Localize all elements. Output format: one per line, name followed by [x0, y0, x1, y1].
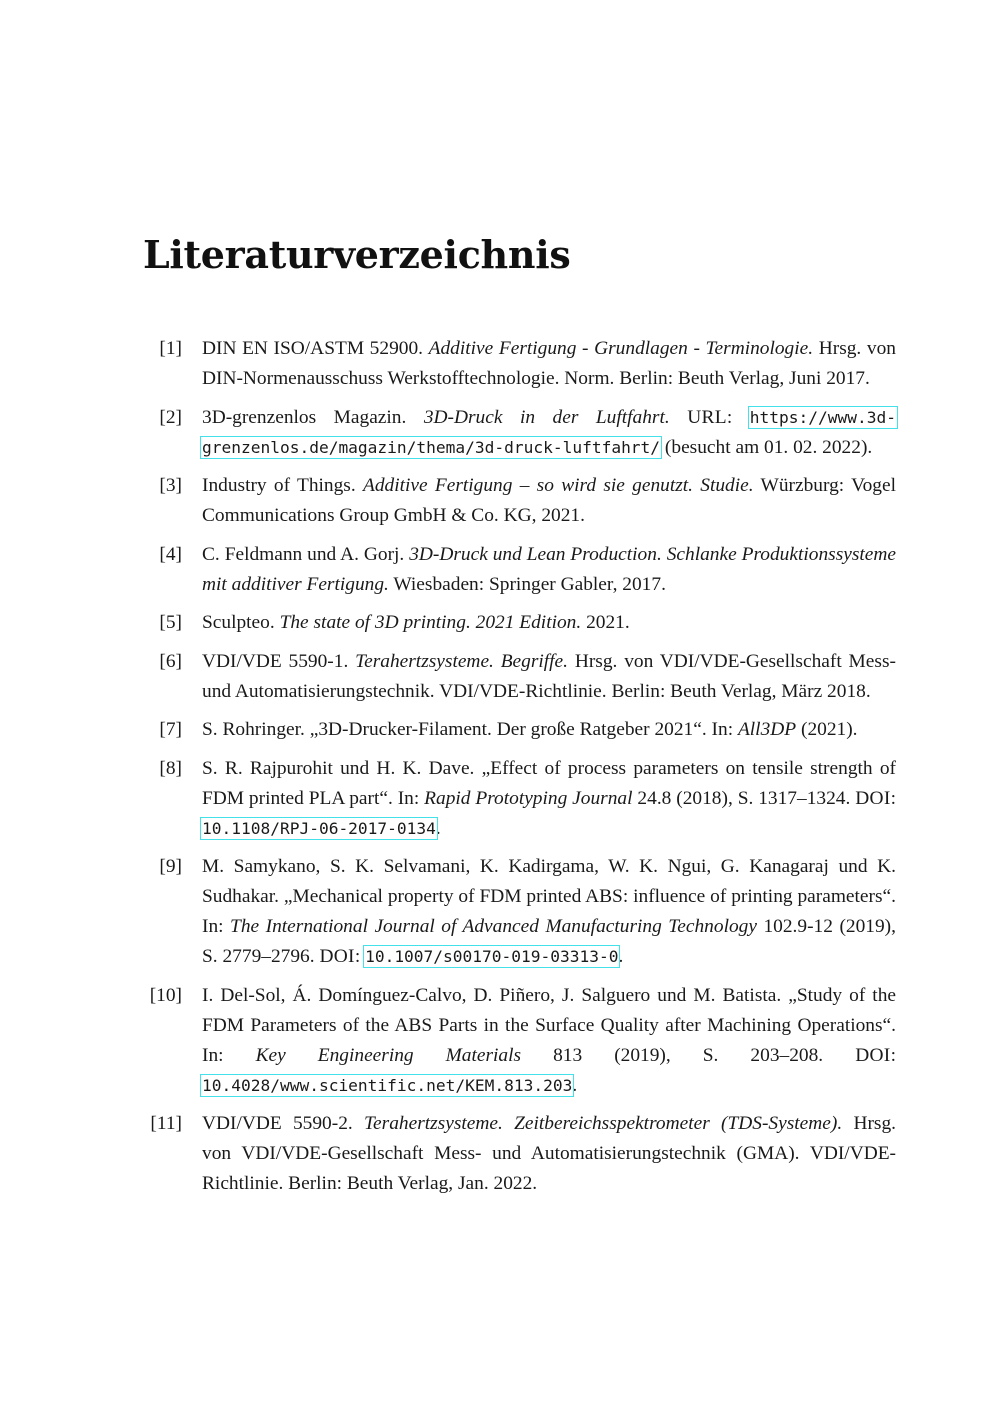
reference-title: 3D-Druck und Lean Production. Schlanke Produktionssysteme mit additiver Fertigung.	[202, 543, 896, 595]
reference-item: [2] 3D-grenzenlos Magazin. 3D-Druck in der Luftfahrt. URL: https://www.3d-grenzenlos.de/magazin/thema/3d-druck-luftfahrt/ (besucht am 01. 02. 2022).	[202, 403, 896, 463]
reference-doi-link[interactable]: 10.1007/s00170-019-03313-0	[365, 947, 619, 966]
reference-author: Industry of Things.	[202, 475, 356, 496]
reference-journal: All3DP	[737, 719, 797, 740]
reference-author: 3D-grenzenlos Magazin.	[202, 406, 407, 428]
reference-item: [9] M. Samykano, S. K. Selvamani, K. Kadirgama, W. K. Ngui, G. Kanagaraj und K. Sudhakar. „Mechanical property of FDM printed ABS: influence of printing parameters“. In: The International Journal of Advanced Manufacturing Technology 102.9-12 (2019), S. 2779–2796. DOI: 10.1007/s00170-019-03313-0.	[202, 852, 896, 972]
reference-item	[159, 540, 896, 600]
reference-author: S. Rohringer. „3D-Drucker-Filament. Der große Ratgeber 2021“. In:	[202, 719, 734, 740]
doi-label: DOI	[855, 787, 891, 809]
reference-journal: The International Journal of Advanced Manufacturing Technology	[230, 916, 757, 937]
page-title: Literaturverzeichnis	[143, 232, 571, 277]
reference-author: DIN EN ISO/ASTM 52900.	[202, 338, 424, 359]
reference-list	[0, 334, 1000, 1208]
reference-item: [10] I. Del-Sol, Á. Domínguez-Calvo, D. Piñero, J. Salguero und M. Batista. „Study of the FDM Parameters of the ABS Parts in the Surface Quality after Machining Operations“. In: Key Engineering Materials 813 (2019), S. 203–208. DOI: 10.4028/www.scientific.net/KEM.813.203.	[202, 981, 896, 1101]
reference-item	[159, 471, 896, 531]
reference-item	[159, 608, 896, 638]
reference-details: Würzburg: Vogel Communications Group GmbH & Co. KG, 2021.	[202, 475, 896, 526]
reference-details: Hrsg. von VDI/VDE-Gesellschaft Mess- und Automatisierungstechnik (GMA). VDI/VDE-Richtlinie. Berlin: Beuth Verlag, Jan. 2022.	[202, 1113, 897, 1194]
reference-item: [8] S. R. Rajpurohit und H. K. Dave. „Effect of process parameters on tensile strength of FDM printed PLA part“. In: Rapid Prototyping Journal 24.8 (2018), S. 1317–1324. DOI: 10.1108/RPJ-06-2017-0134.	[202, 754, 896, 844]
reference-author: I. Del-Sol, Á. Domínguez-Calvo, D. Piñero, J. Salguero und M. Batista. „Study of the FDM Parameters of the ABS Parts in the Surface Quality after Machining Operations“. In:	[202, 984, 896, 1066]
reference-details: 102.9-12 (2019), S. 2779–2796.	[202, 916, 896, 967]
doi-label: DOI	[319, 946, 355, 967]
reference-title: 3D-Druck in der Luftfahrt.	[423, 406, 670, 428]
reference-details: Hrsg. von VDI/VDE-Gesellschaft Mess- und Automatisierungstechnik. VDI/VDE-Richtlinie. Berlin: Beuth Verlag, März 2018.	[202, 650, 896, 702]
reference-number: [3]	[159, 475, 182, 496]
reference-title: Terahertzsysteme. Zeitbereichsspektrometer (TDS-Systeme).	[364, 1113, 843, 1134]
reference-details: 2021.	[586, 612, 630, 633]
reference-author: Sculpteo.	[202, 612, 275, 633]
reference-details: Hrsg. von DIN-Normenausschuss Werkstofftechnologie. Norm. Berlin: Beuth Verlag, Juni 2017.	[202, 338, 896, 389]
reference-author: VDI/VDE 5590-1.	[202, 650, 349, 672]
reference-item	[159, 715, 896, 745]
reference-number: [8]	[159, 757, 182, 779]
reference-number: [9]	[159, 856, 182, 877]
reference-journal: Key Engineering Materials	[255, 1044, 522, 1066]
reference-title: The state of 3D printing. 2021 Edition.	[279, 612, 582, 633]
reference-author: M. Samykano, S. K. Selvamani, K. Kadirgama, W. K. Ngui, G. Kanagaraj und K. Sudhakar. „Mechanical property of FDM printed ABS: influence of printing parameters“. In:	[202, 856, 896, 937]
reference-author: C. Feldmann und A. Gorj.	[202, 543, 405, 565]
reference-number: [7]	[159, 719, 182, 740]
reference-item	[150, 1109, 897, 1199]
reference-details: (2021).	[800, 719, 858, 740]
reference-number: [5]	[159, 612, 182, 633]
reference-number: [2]	[159, 406, 182, 428]
reference-number: [6]	[159, 650, 182, 672]
reference-number: [4]	[159, 543, 182, 565]
reference-doi-link[interactable]: 10.4028/www.scientific.net/KEM.813.203	[202, 1075, 573, 1095]
reference-number: [1]	[159, 338, 182, 359]
reference-url-link[interactable]: https://www.3d-grenzenlos.de/magazin/thema/3d-druck-luftfahrt/	[202, 407, 896, 457]
reference-visited-date: (besucht am 01. 02. 2022).	[664, 436, 873, 458]
reference-details: Wiesbaden: Springer Gabler, 2017.	[393, 573, 666, 595]
reference-number: [10]	[149, 984, 182, 1006]
reference-title: Additive Fertigung – so wird sie genutzt. Studie.	[362, 475, 754, 496]
reference-item	[159, 647, 896, 707]
reference-title: Terahertzsysteme. Begriffe.	[355, 650, 569, 672]
reference-details: 813 (2019), S. 203–208.	[553, 1044, 824, 1066]
url-label: URL	[687, 406, 727, 428]
reference-number: [11]	[150, 1113, 182, 1134]
reference-author: VDI/VDE 5590-2.	[202, 1113, 353, 1134]
doi-label: DOI	[855, 1044, 891, 1066]
reference-title: Additive Fertigung - Grundlagen - Terminologie.	[428, 338, 814, 359]
reference-author: S. R. Rajpurohit und H. K. Dave. „Effect of process parameters on tensile strength of FDM printed PLA part“. In:	[202, 757, 896, 809]
reference-journal: Rapid Prototyping Journal	[424, 787, 633, 809]
reference-doi-link[interactable]: 10.1108/RPJ-06-2017-0134	[202, 818, 436, 838]
reference-item	[159, 334, 896, 394]
reference-details: 24.8 (2018), S. 1317–1324.	[637, 787, 851, 809]
